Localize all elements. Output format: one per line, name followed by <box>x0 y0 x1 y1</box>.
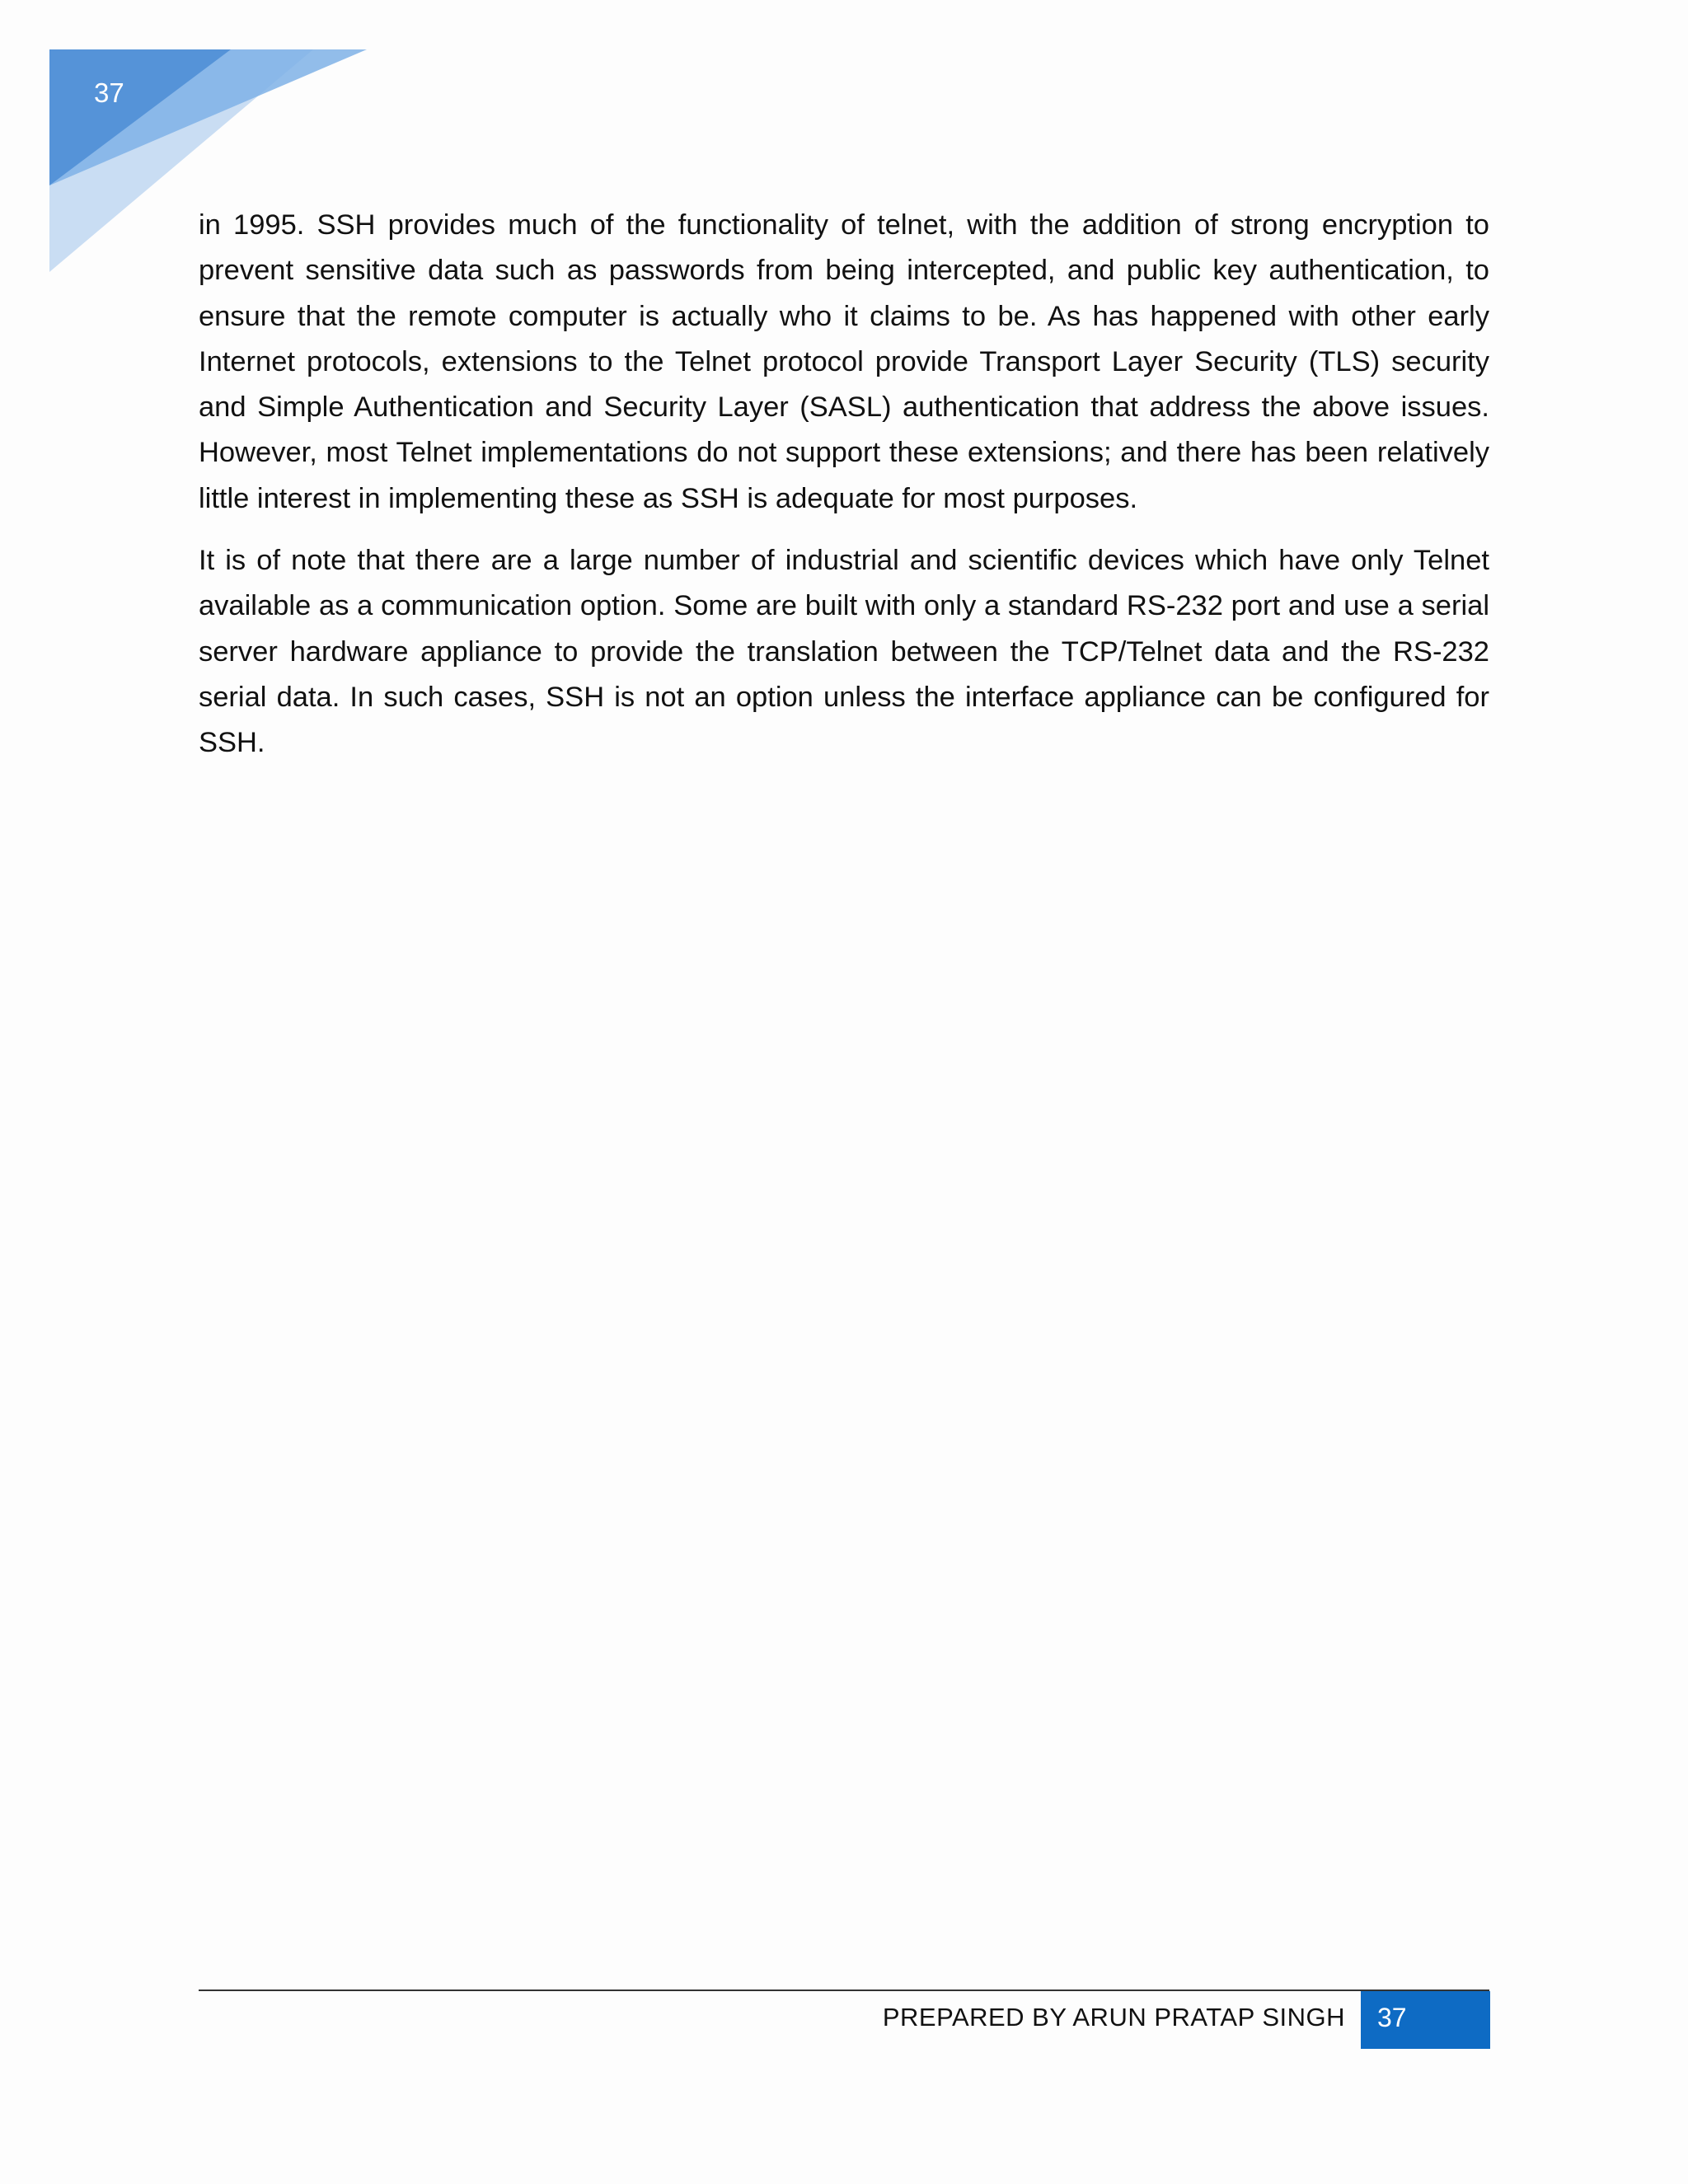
footer-divider <box>199 1990 1489 1991</box>
paragraph-1: in 1995. SSH provides much of the functionality of telnet, with the addition of strong encryption to prevent sensitive data such as passwords from being intercepted, and public key authentication, to ensure that the remote computer is actually who it claims to be. As has happened with other early Internet protocols, extensions to the Telnet protocol provide Transport Layer Security (TLS) security and Simple Authentication and Security Layer (SASL) authentication that address the above issues. However, most Telnet implementations do not support these extensions; and there has been relatively little interest in implementing these as SSH is adequate for most purposes. <box>199 209 1489 514</box>
header-page-number: 37 <box>94 77 124 108</box>
footer-page-badge <box>1361 1991 1490 2049</box>
body-text <box>199 203 1489 783</box>
paragraph-2: It is of note that there are a large number of industrial and scientific devices which have only Telnet available as a communication option. Some are built with only a standard RS-232 port and use a serial server hardware appliance to provide the translation between the TCP/Telnet data and the RS-232 serial data. In such cases, SSH is not an option unless the interface appliance can be configured for SSH. <box>199 545 1489 759</box>
footer-author-label: PREPARED BY ARUN PRATAP SINGH <box>882 2003 1345 2032</box>
footer-page-number: 37 <box>1377 2003 1407 2032</box>
